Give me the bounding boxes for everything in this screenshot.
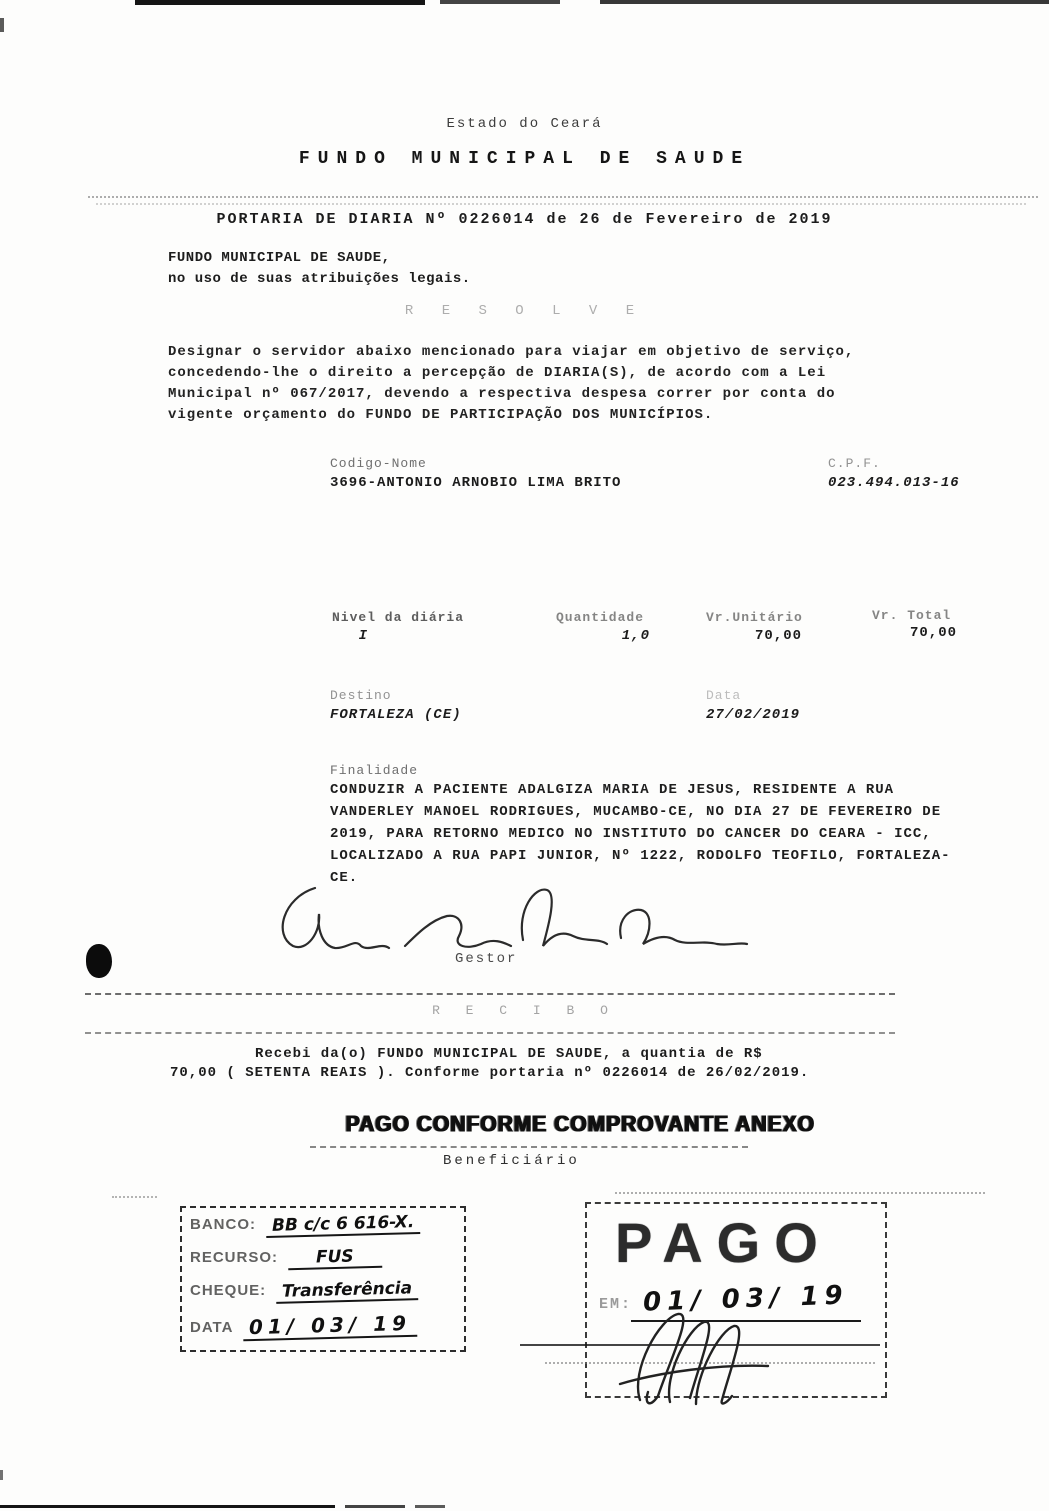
- finalidade-line: 2019, PARA RETORNO MEDICO NO INSTITUTO DO CANCER DO CEARA - ICC,: [330, 826, 932, 842]
- portaria-title: PORTARIA DE DIARIA Nº 0226014 de 26 de Fevereiro de 2019: [216, 211, 833, 228]
- pago-signature-scribble: [600, 1300, 780, 1410]
- finalidade-line: CONDUZIR A PACIENTE ADALGIZA MARIA DE JESUS, RESIDENTE A RUA: [330, 782, 895, 798]
- em-handwritten-date: 01/ 03/ 19: [642, 1280, 850, 1318]
- em-label: EM:: [599, 1296, 633, 1313]
- beneficiary-label: Beneficiário: [443, 1153, 580, 1169]
- scan-noise-left-dot: [0, 1470, 3, 1480]
- beneficiary-signature-line: [310, 1146, 748, 1148]
- cheque-label: CHEQUE:: [190, 1282, 267, 1299]
- recibo-separator: [85, 1032, 895, 1034]
- recurso-label: RECURSO:: [190, 1249, 279, 1266]
- finalidade-line: CE.: [330, 870, 359, 886]
- destino-value: FORTALEZA (CE): [330, 707, 462, 723]
- cheque-handwritten-value: Transferência: [276, 1278, 419, 1304]
- banco-label: BANCO:: [190, 1216, 256, 1233]
- body-line: concedendo-lhe o direito a percepção de DIARIA(S), de acordo com a Lei: [168, 365, 827, 381]
- hole-punch-mark: [86, 944, 112, 978]
- pago-stamp-word: PAGO: [615, 1211, 832, 1274]
- recibo-line: 70,00 ( SETENTA REAIS ). Conforme portaria nº 0226014 de 26/02/2019.: [170, 1065, 810, 1081]
- issuer-line: FUNDO MUNICIPAL DE SAUDE,: [168, 250, 391, 266]
- table-header-quantidade: Quantidade: [556, 610, 645, 625]
- finalidade-line: LOCALIZADO A RUA PAPI JUNIOR, Nº 1222, RODOLFO TEOFILO, FORTALEZA-: [330, 848, 951, 864]
- data-label: Data: [706, 688, 742, 703]
- finalidade-line: VANDERLEY MANOEL RODRIGUES, MUCAMBO-CE, NO DIA 27 DE FEVEREIRO DE: [330, 804, 942, 820]
- scan-noise-dotted-row: [96, 203, 1026, 205]
- scan-noise-bottom-bar: [415, 1505, 445, 1508]
- resolve-heading: R E S O L V E: [404, 303, 645, 319]
- table-header-nivel: Nivel da diária: [332, 610, 465, 625]
- scan-noise-bottom-bar: [0, 1505, 335, 1508]
- table-cell-vr-unitario: 70,00: [754, 628, 802, 644]
- recibo-separator: [85, 993, 895, 995]
- body-line: Designar o servidor abaixo mencionado para viajar em objetivo de serviço,: [168, 344, 855, 360]
- data-handwritten-value: 01/ 03/ 19: [243, 1311, 418, 1342]
- table-cell-nivel: I: [358, 628, 368, 644]
- scan-noise-top-bar: [600, 0, 1049, 4]
- servant-cpf: 023.494.013-16: [828, 475, 960, 491]
- banco-handwritten-value: BB c/c 6 616-X.: [265, 1212, 420, 1238]
- body-line: Municipal nº 067/2017, devendo a respectiva despesa correr por conta do: [168, 386, 836, 402]
- state-line: Estado do Ceará: [446, 116, 603, 132]
- table-cell-vr-total: 70,00: [909, 625, 957, 641]
- recibo-line: Recebi da(o) FUNDO MUNICIPAL DE SAUDE, a quantia de R$: [255, 1046, 763, 1062]
- table-header-vr-total: Vr. Total: [872, 608, 952, 623]
- scan-noise-bottom-bar: [345, 1505, 405, 1508]
- scan-noise-dotted-row: [88, 196, 1038, 198]
- gestor-signature: [255, 880, 755, 960]
- scan-noise-dotted-row: [615, 1192, 985, 1194]
- scan-noise-top-bar: [135, 0, 425, 5]
- data-stamp-label: DATA: [190, 1319, 234, 1336]
- destino-label: Destino: [330, 688, 392, 703]
- issuer-line: no uso de suas atribuições legais.: [168, 271, 471, 287]
- cpf-label: C.P.F.: [828, 456, 881, 471]
- code-name-label: Codigo-Nome: [330, 456, 427, 471]
- servant-code-name: 3696-ANTONIO ARNOBIO LIMA BRITO: [330, 475, 622, 491]
- scan-noise-dotted-row: [112, 1196, 157, 1198]
- recurso-handwritten-value: FUS: [287, 1246, 381, 1270]
- table-cell-quantidade: 1,0: [621, 628, 650, 644]
- finalidade-label: Finalidade: [330, 763, 419, 778]
- table-header-vr-unitario: Vr.Unitário: [706, 610, 803, 625]
- recibo-heading: R E C I B O: [432, 1003, 617, 1018]
- pago-conforme-stamp: PAGO CONFORME COMPROVANTE ANEXO: [345, 1112, 815, 1137]
- data-value: 27/02/2019: [706, 707, 801, 723]
- scan-noise-left-dot: [0, 18, 4, 32]
- bank-stamp-box: [180, 1206, 466, 1352]
- scan-noise-top-bar: [440, 0, 560, 4]
- body-line: vigente orçamento do FUNDO DE PARTICIPAÇÃO DOS MUNICÍPIOS.: [168, 407, 714, 423]
- gestor-role-label: Gestor: [455, 951, 518, 967]
- org-title: FUNDO MUNICIPAL DE SAUDE: [298, 149, 751, 169]
